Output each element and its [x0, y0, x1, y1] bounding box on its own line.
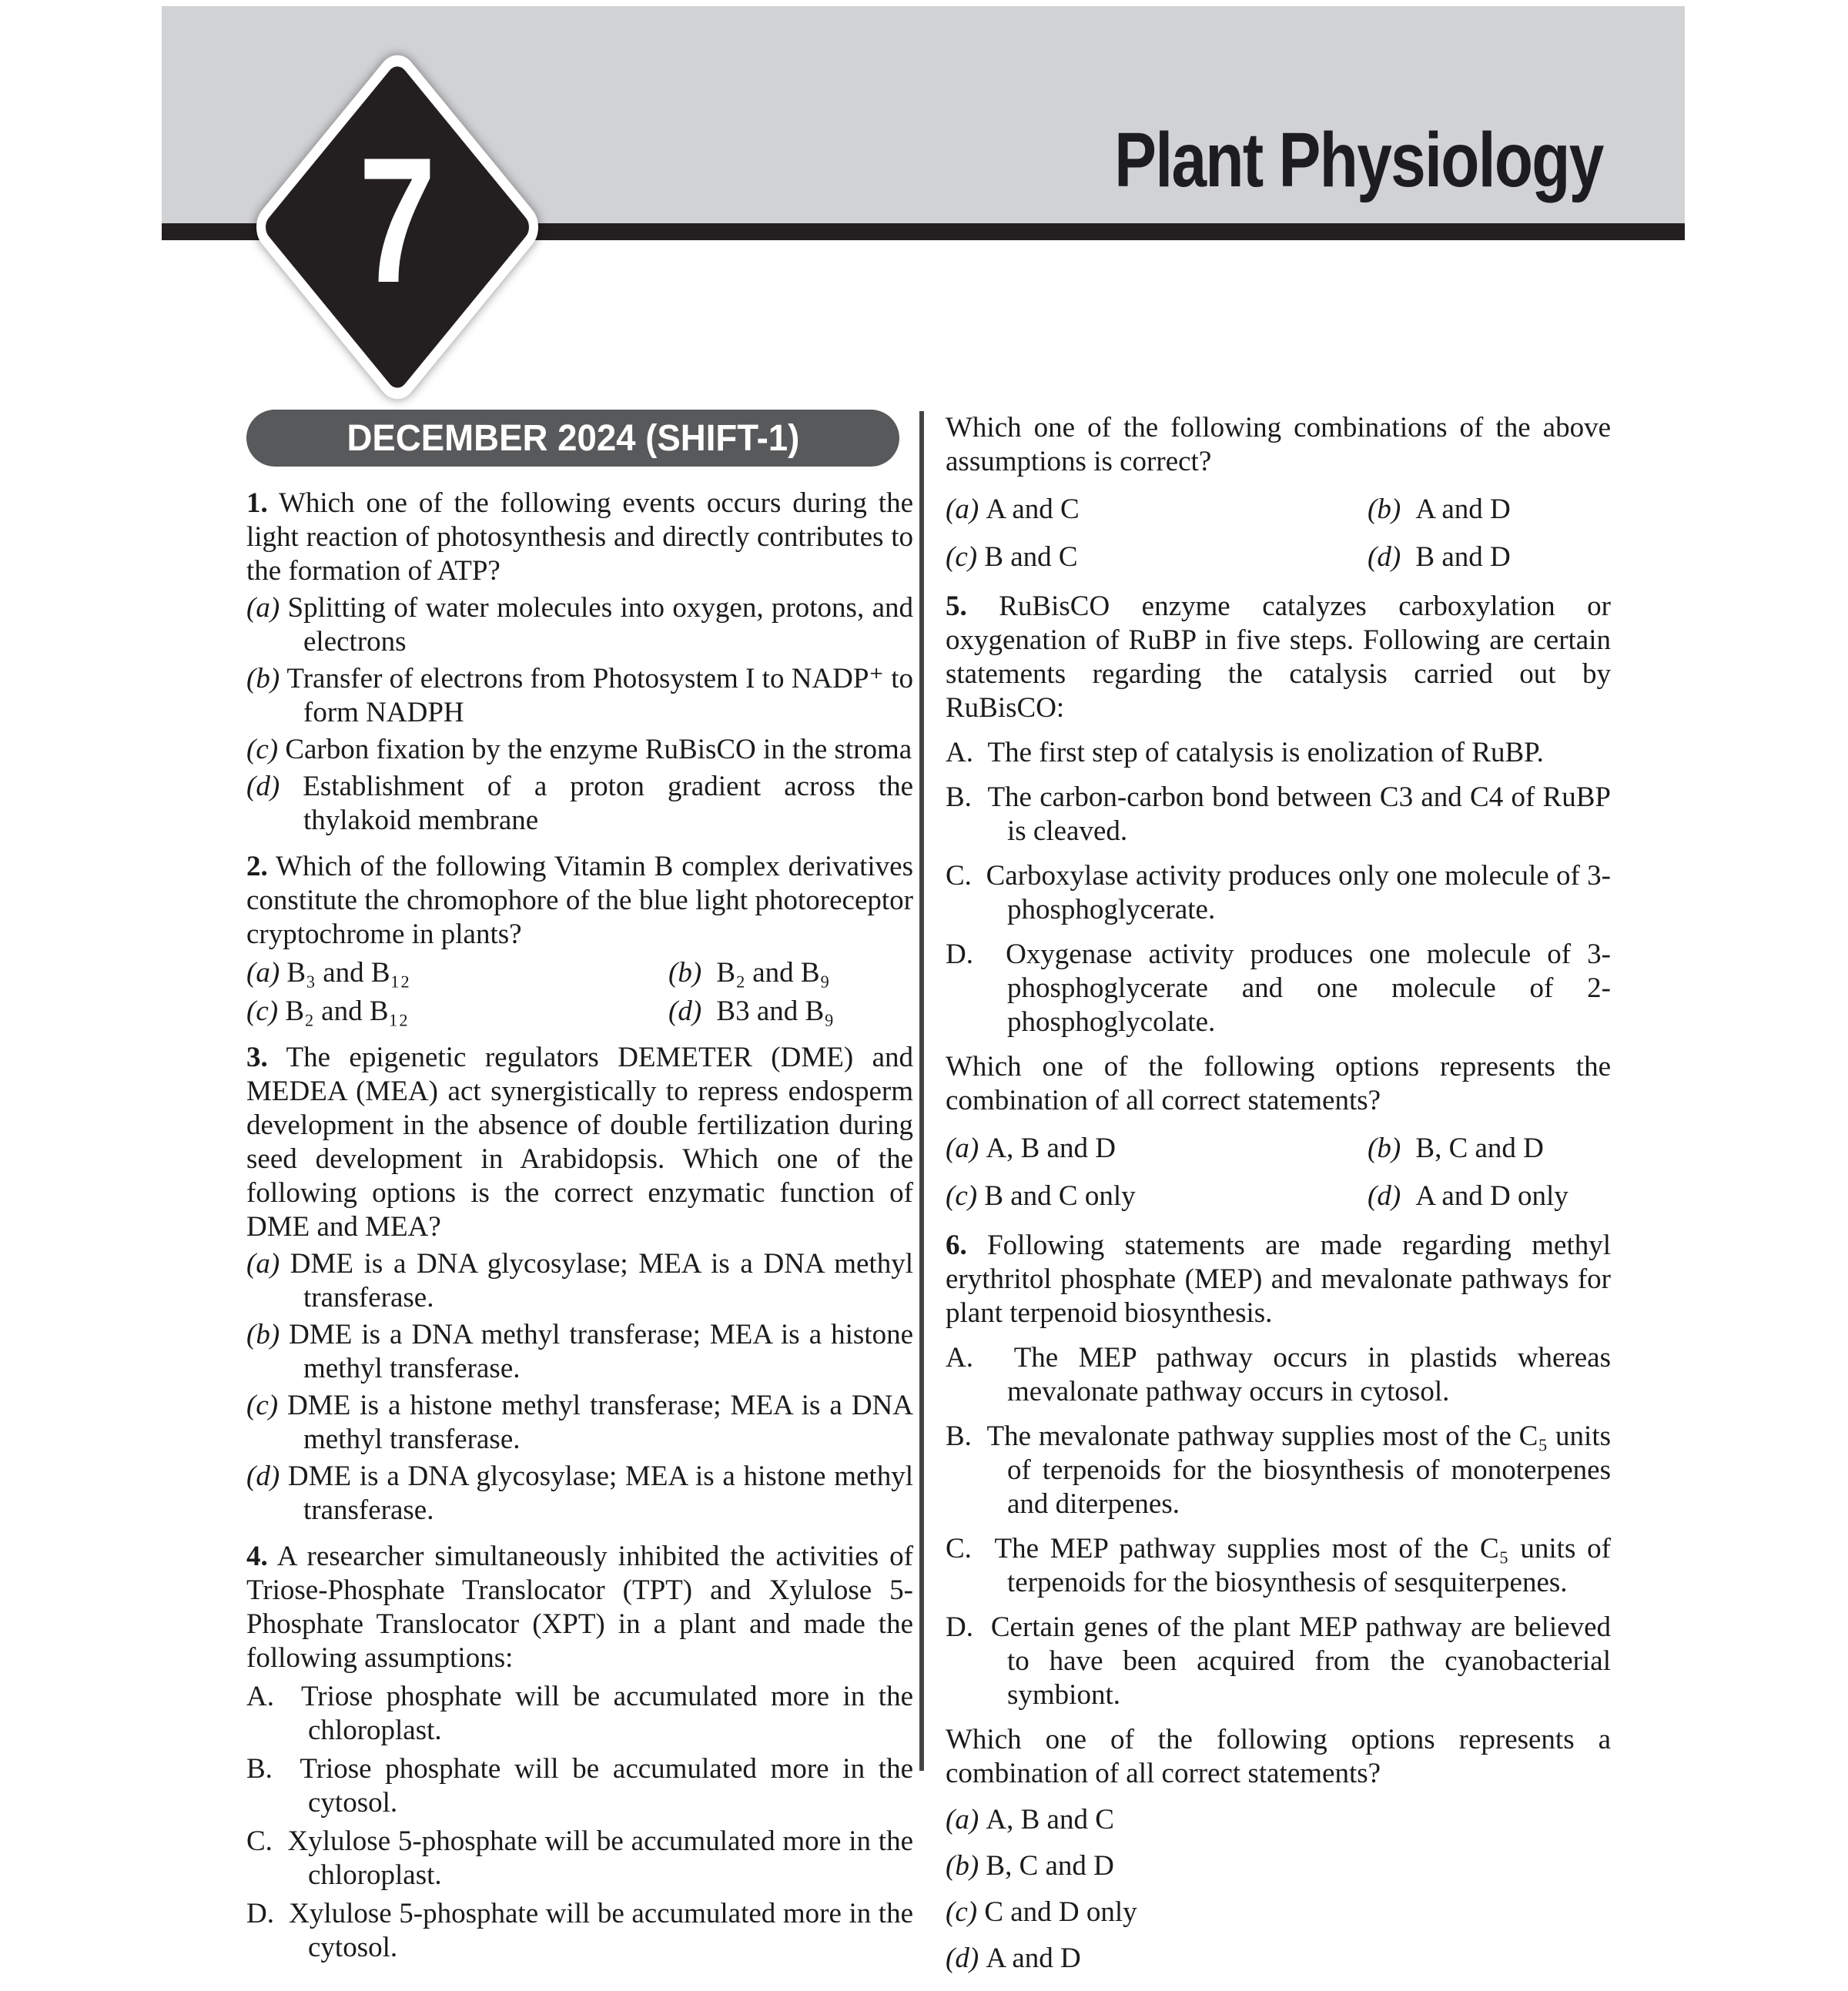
question-block [946, 1229, 1611, 1976]
option-label: (a) [946, 1804, 979, 1835]
statement-item: D. Xylulose 5-phosphate will be accumulated more in the cytosol. [246, 1898, 913, 1963]
option: (c) B₂ and B₁₂ [246, 996, 409, 1027]
statement-item: B. The mevalonate pathway supplies most of the C₅ units of terpenoids for the biosynthesis of monoterpenes and diterpenes. [946, 1420, 1611, 1520]
option: (a) Splitting of water molecules into oxygen, protons, and electrons [246, 592, 913, 658]
question-block [246, 1041, 913, 1528]
statement-label: D. [946, 939, 973, 970]
statement-item: C. The MEP pathway supplies most of the C₅ units of terpenoids for the biosynthesis of sesquiterpenes. [946, 1533, 1611, 1598]
question-text: 5. RuBisCO enzyme catalyzes carboxylation or oxygenation of RuBP in five steps. Following are certain statements regarding the catalysis carried out by RuBisCO: [946, 591, 1611, 724]
option-label: (c) [246, 734, 279, 765]
statement-label: B. [246, 1753, 273, 1785]
statement-item: A. The first step of catalysis is enolization of RuBP. [946, 737, 1544, 768]
chapter-title: Plant Physiology [1114, 117, 1603, 203]
question-number: 4. [246, 1541, 268, 1572]
option: (c) C and D only [946, 1896, 1137, 1928]
option-row [946, 540, 1611, 574]
option-label: (c) [246, 996, 279, 1027]
question-number: 2. [246, 851, 268, 882]
option-row [246, 956, 913, 990]
option-label: (b) [246, 663, 280, 694]
question-text: Which one of the following combinations of the above assumptions is correct? [946, 412, 1611, 477]
statement-item: C. Xylulose 5-phosphate will be accumulated more in the chloroplast. [246, 1825, 913, 1891]
option-label: (c) [946, 1896, 978, 1928]
option-row [946, 1132, 1611, 1166]
option-label: (d) [668, 996, 702, 1027]
option: (d) Establishment of a proton gradient across the thylakoid membrane [246, 771, 913, 836]
section-banner-label: DECEMBER 2024 (SHIFT-1) [346, 417, 799, 459]
option-row [946, 1180, 1611, 1213]
option: (d) DME is a DNA glycosylase; MEA is a histone methyl transferase. [246, 1461, 913, 1526]
statement-item: D. Oxygenase activity produces one molecule of 3-phosphoglycerate and one molecule of 2-phosphoglycolate. [946, 939, 1611, 1038]
option-label: (d) [246, 771, 280, 802]
option: (b) A and D [1368, 494, 1511, 525]
option: (a) A and C [946, 494, 1080, 525]
column-divider [919, 411, 924, 1771]
option: (b) DME is a DNA methyl transferase; MEA is a histone methyl transferase. [246, 1319, 913, 1384]
option: (c) DME is a histone methyl transferase; MEA is a DNA methyl transferase. [246, 1390, 913, 1455]
option: (a) A, B and D [946, 1133, 1116, 1164]
option-label: (c) [946, 1180, 978, 1212]
question-number: 5. [946, 591, 967, 622]
option: (d) B and D [1368, 541, 1511, 573]
option: (b) Transfer of electrons from Photosystem I to NADP⁺ to form NADPH [246, 663, 913, 728]
chapter-number-badge [254, 42, 541, 412]
statement-item: B. The carbon-carbon bond between C3 and C4 of RuBP is cleaved. [946, 781, 1611, 847]
option: (b) B₂ and B₉ [668, 957, 830, 989]
question-post-text: Which one of the following options represents the combination of all correct statements? [946, 1051, 1611, 1116]
question-number: 3. [246, 1042, 268, 1073]
statement-item: C. Carboxylase activity produces only one molecule of 3-phosphoglycerate. [946, 860, 1611, 925]
option-label: (b) [1368, 1133, 1401, 1164]
option-label: (c) [946, 541, 978, 573]
chapter-number: 7 [358, 121, 437, 320]
section-banner [246, 410, 899, 467]
left-column [246, 487, 913, 1977]
option: (d) B3 and B₉ [668, 996, 835, 1027]
option-label: (a) [246, 1248, 280, 1280]
option-label: (a) [946, 1133, 979, 1164]
option: (c) Carbon fixation by the enzyme RuBisCO in the stroma [246, 734, 912, 765]
option: (a) A, B and C [946, 1804, 1114, 1835]
question-block [246, 850, 913, 1029]
statement-item: A. Triose phosphate will be accumulated more in the chloroplast. [246, 1681, 913, 1746]
statement-label: C. [946, 1533, 972, 1564]
statement-item: A. The MEP pathway occurs in plastids whereas mevalonate pathway occurs in cytosol. [946, 1342, 1611, 1407]
question-text: 3. The epigenetic regulators DEMETER (DME) and MEDEA (MEA) act synergistically to repress endosperm development in the absence of double fertilization during seed development in Arabidopsis. Which one of the following options is the correct enzymatic function of DME and MEA? [246, 1042, 913, 1243]
statement-label: A. [946, 737, 973, 768]
question-continuation [946, 411, 1611, 574]
option: (b) B, C and D [946, 1850, 1114, 1882]
right-column [946, 411, 1611, 1991]
question-block [946, 590, 1611, 1213]
option-label: (a) [246, 592, 280, 624]
question-post-text: Which one of the following options represents a combination of all correct statements? [946, 1724, 1611, 1789]
option-label: (b) [246, 1319, 280, 1350]
question-number: 1. [246, 487, 268, 519]
option-label: (d) [1368, 541, 1401, 573]
option-label: (c) [246, 1390, 279, 1421]
statement-label: D. [946, 1611, 973, 1643]
option-label: (a) [946, 494, 979, 525]
statement-label: A. [246, 1681, 274, 1712]
question-block [246, 487, 913, 838]
question-number: 6. [946, 1230, 967, 1261]
statement-label: A. [946, 1342, 973, 1374]
option: (c) B and C [946, 541, 1078, 573]
statement-label: D. [246, 1898, 274, 1929]
statement-label: B. [946, 781, 972, 813]
statement-label: C. [246, 1825, 273, 1857]
question-text: 4. A researcher simultaneously inhibited the activities of Triose-Phosphate Translocator (TPT) and Xylulose 5-Phosphate Translocator (XPT) in a plant and made the following assumptions: [246, 1541, 913, 1674]
option: (a) DME is a DNA glycosylase; MEA is a DNA methyl transferase. [246, 1248, 913, 1313]
option-label: (d) [1368, 1180, 1401, 1212]
option-label: (a) [246, 957, 280, 989]
question-text: 2. Which of the following Vitamin B complex derivatives constitute the chromophore of the blue light photoreceptor cryptochrome in plants? [246, 851, 913, 950]
option: (a) B₃ and B₁₂ [246, 957, 410, 989]
option-label: (b) [946, 1850, 979, 1882]
option-row [946, 493, 1611, 527]
option-label: (b) [1368, 494, 1401, 525]
option: (c) B and C only [946, 1180, 1136, 1212]
option-label: (b) [668, 957, 702, 989]
statement-item: B. Triose phosphate will be accumulated more in the cytosol. [246, 1753, 913, 1819]
statement-label: C. [946, 860, 972, 892]
option-label: (d) [946, 1942, 979, 1974]
statement-label: B. [946, 1420, 972, 1452]
question-block [246, 1540, 913, 1965]
question-text: 1. Which one of the following events occurs during the light reaction of photosynthesis and directly contributes to the formation of ATP? [246, 487, 913, 587]
option: (b) B, C and D [1368, 1133, 1544, 1164]
question-text: 6. Following statements are made regarding methyl erythritol phosphate (MEP) and mevalonate pathways for plant terpenoid biosynthesis. [946, 1230, 1611, 1329]
statement-item: D. Certain genes of the plant MEP pathway are believed to have been acquired from the cyanobacterial symbiont. [946, 1611, 1611, 1711]
option: (d) A and D [946, 1942, 1081, 1974]
option-row [246, 995, 913, 1029]
option: (d) A and D only [1368, 1180, 1568, 1212]
option-label: (d) [246, 1461, 280, 1492]
